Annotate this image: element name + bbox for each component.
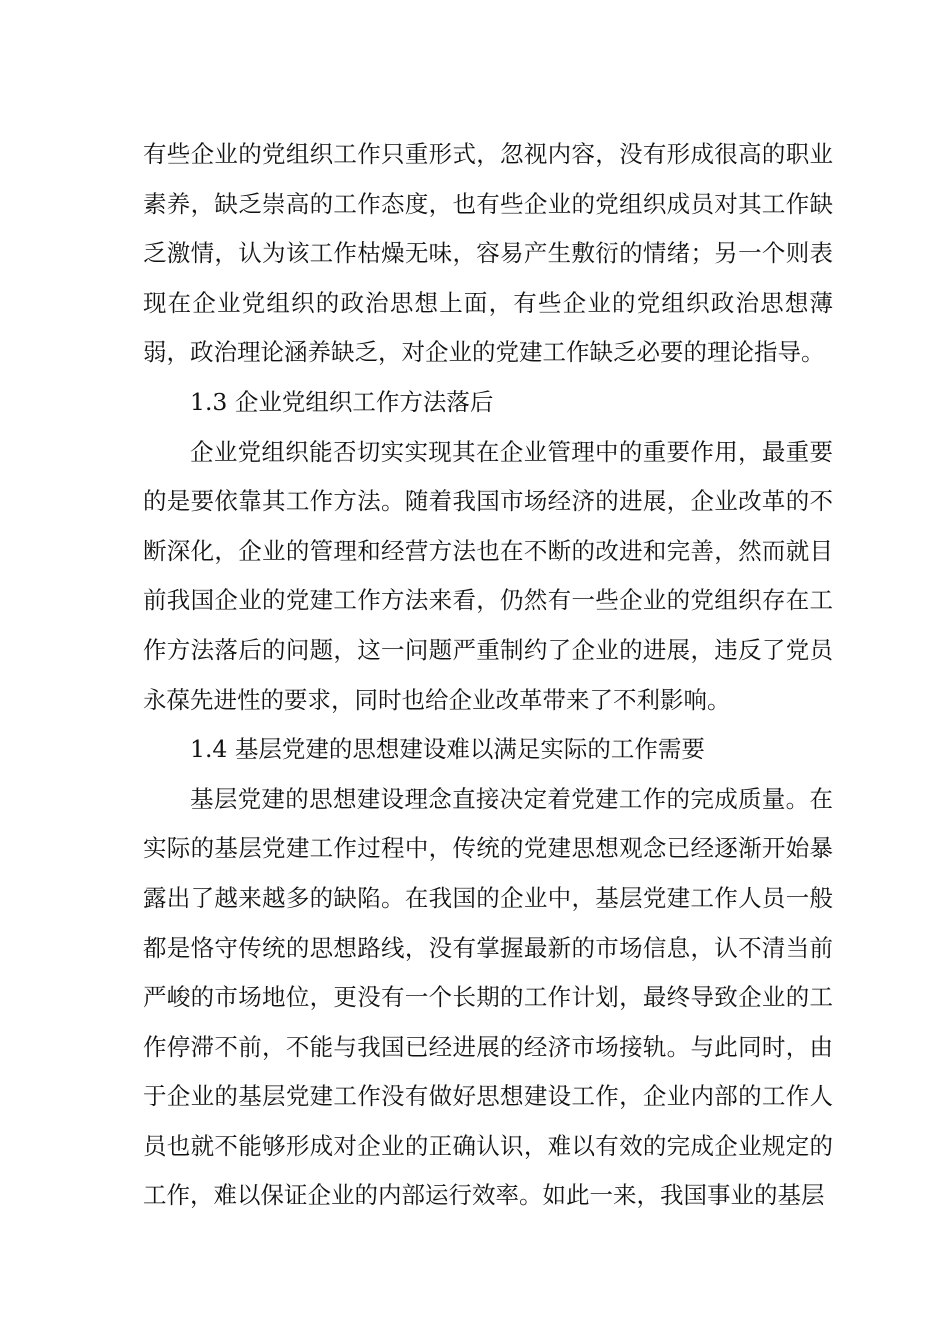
section-heading-1-3: 1.3 企业党组织工作方法落后 — [190, 387, 494, 416]
body-paragraph-2: 企业党组织能否切实实现其在企业管理中的重要作用，最重要的是要依靠其工作方法。随着我国市场经济的进展，企业改革的不断深化，企业的管理和经营方法也在不断的改进和完善，然而就目前我国企业的党建工作方法来看，仍然有一些企业的党组织存在工作方法落后的问题，这一问题严重制约了企业的进展，违反了党员永葆先进性的要求，同时也给企业改革带来了不利影响。 — [143, 437, 833, 714]
body-paragraph-3: 基层党建的思想建设理念直接决定着党建工作的完成质量。在实际的基层党建工作过程中，传统的党建思想观念已经逐渐开始暴露出了越来越多的缺陷。在我国的企业中，基层党建工作人员一般都是恪守传统的思想路线，没有掌握最新的市场信息，认不清当前严峻的市场地位，更没有一个长期的工作计划，最终导致企业的工作停滞不前，不能与我国已经进展的经济市场接轨。与此同时，由于企业的基层党建工作没有做好思想建设工作，企业内部的工作人员也就不能够形成对企业的正确认识，难以有效的完成企业规定的工作，难以保证企业的内部运行效率。如此一来，我国事业的基层 — [143, 784, 833, 1210]
document-body — [143, 130, 833, 1221]
section-heading-1-4: 1.4 基层党建的思想建设难以满足实际的工作需要 — [190, 735, 705, 764]
body-paragraph-1: 有些企业的党组织工作只重形式，忽视内容，没有形成很高的职业素养，缺乏崇高的工作态度，也有些企业的党组织成员对其工作缺乏激情，认为该工作枯燥无味，容易产生敷衍的情绪；另一个则表现在企业党组织的政治思想上面，有些企业的党组织政治思想薄弱，政治理论涵养缺乏，对企业的党建工作缺乏必要的理论指导。 — [143, 140, 833, 367]
